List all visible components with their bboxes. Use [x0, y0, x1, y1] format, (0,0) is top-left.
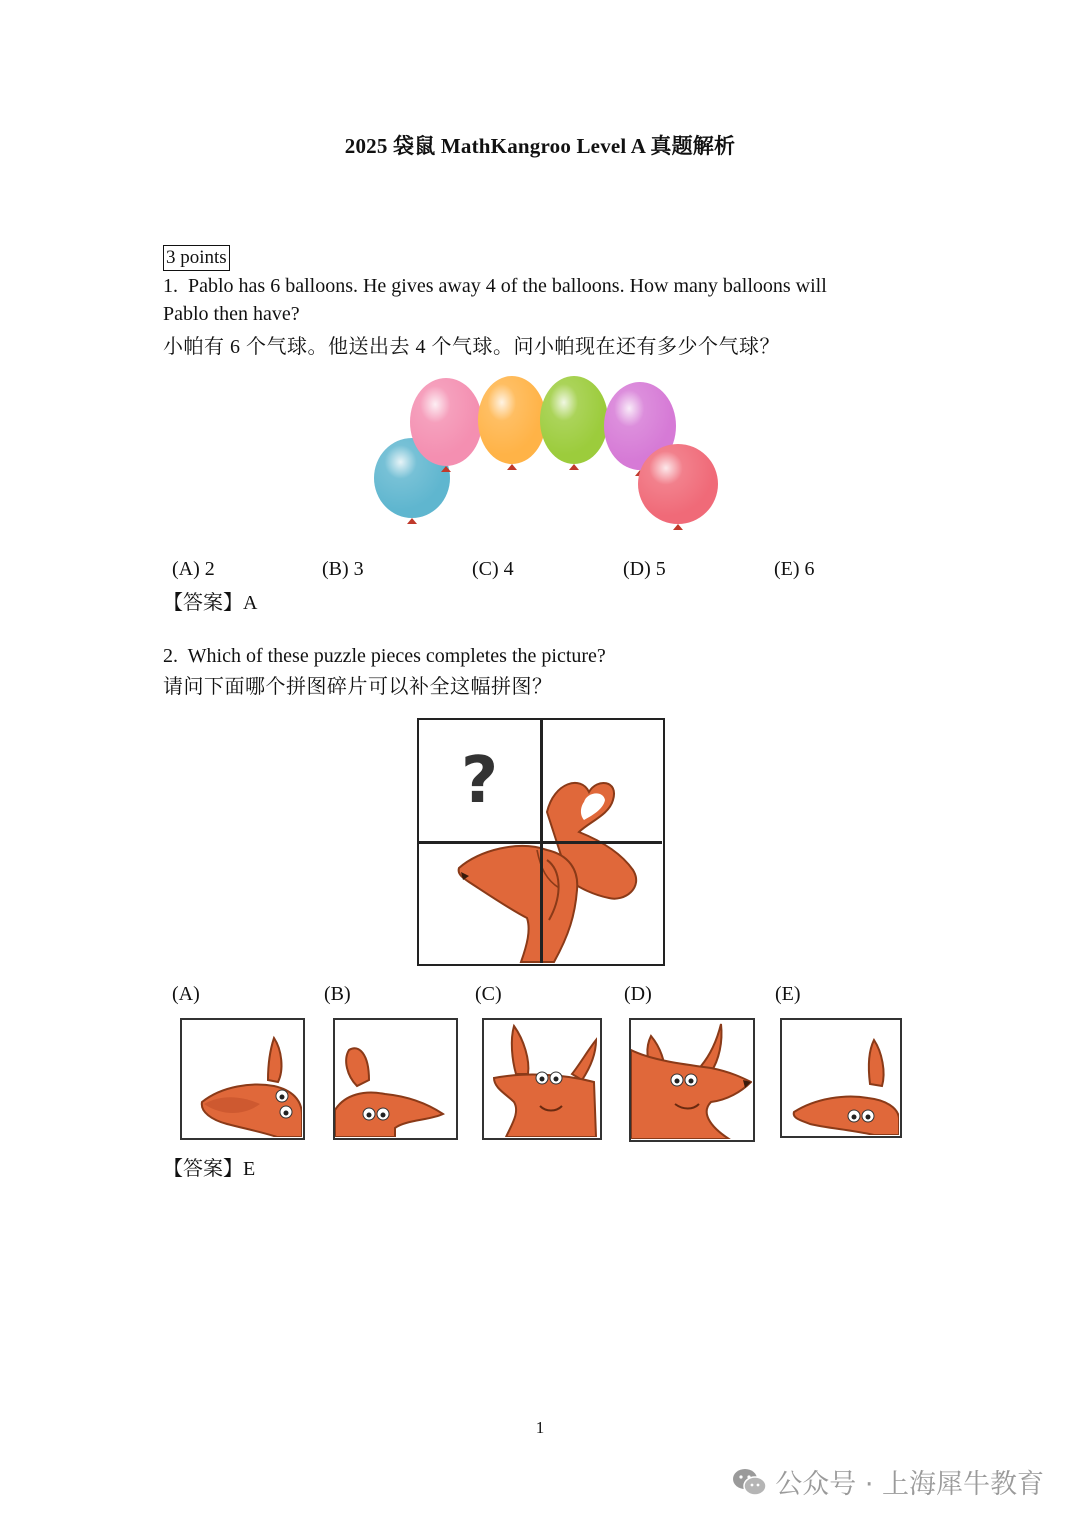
q2-option-e-label: (E): [775, 983, 801, 1005]
question-2-chinese: 请问下面哪个拼图碎片可以补全这幅拼图？: [163, 676, 553, 698]
q2-option-a-piece: [180, 1018, 305, 1140]
question-1-chinese: 小帕有 6 个气球。他送出去 4 个气球。问小帕现在还有多少个气球？: [163, 336, 780, 358]
q1-answer: 【答案】A: [163, 592, 258, 614]
question-2-number: 2.: [163, 645, 178, 667]
question-1-line2: Pablo then have?: [163, 303, 300, 325]
question-1-text: [163, 272, 827, 328]
balloon: [478, 376, 546, 470]
question-2-line: Which of these puzzle pieces completes the picture?: [187, 645, 606, 667]
watermark-text: 公众号 · 上海犀牛教育: [775, 1469, 1044, 1500]
balloon: [638, 444, 718, 530]
q2-option-d-label: (D): [624, 983, 652, 1005]
q1-option-e: (E) 6: [774, 558, 815, 580]
missing-piece-question-mark: ?: [419, 720, 540, 841]
question-1-number: 1.: [163, 275, 178, 297]
q2-option-b-piece: [333, 1018, 458, 1140]
q1-option-c: (C) 4: [472, 558, 514, 580]
kangaroo-head-side-icon: [631, 1020, 752, 1139]
q1-option-a: (A) 2: [172, 558, 215, 580]
q2-option-b-label: (B): [324, 983, 351, 1005]
q1-option-d: (D) 5: [623, 558, 666, 580]
question-2-text: [163, 642, 606, 670]
q2-option-a-label: (A): [172, 983, 200, 1005]
puzzle-grid: [417, 718, 665, 966]
q2-option-c-piece: [482, 1018, 602, 1140]
watermark: [731, 1462, 1044, 1501]
kangaroo-head-facing-left-icon: [182, 1020, 302, 1137]
points-label: 3 points: [163, 245, 230, 271]
q2-answer: 【答案】E: [163, 1158, 256, 1180]
question-1-line1: Pablo has 6 balloons. He gives away 4 of the balloons. How many balloons will: [188, 275, 827, 297]
page-number: 1: [535, 1418, 545, 1437]
q2-option-e-piece: [780, 1018, 902, 1138]
q2-option-d-piece: [629, 1018, 755, 1142]
q2-option-c-label: (C): [475, 983, 502, 1005]
kangaroo-head-front-icon: [484, 1020, 599, 1137]
q1-option-b: (B) 3: [322, 558, 364, 580]
kangaroo-head-correct-piece-icon: [782, 1020, 899, 1135]
wechat-icon: [731, 1467, 767, 1497]
balloons-illustration: [360, 370, 730, 530]
balloon: [540, 376, 608, 470]
page-title: 2025 袋鼠 MathKangroo Level A 真题解析: [344, 134, 736, 158]
kangaroo-head-facing-right-icon: [335, 1020, 455, 1137]
